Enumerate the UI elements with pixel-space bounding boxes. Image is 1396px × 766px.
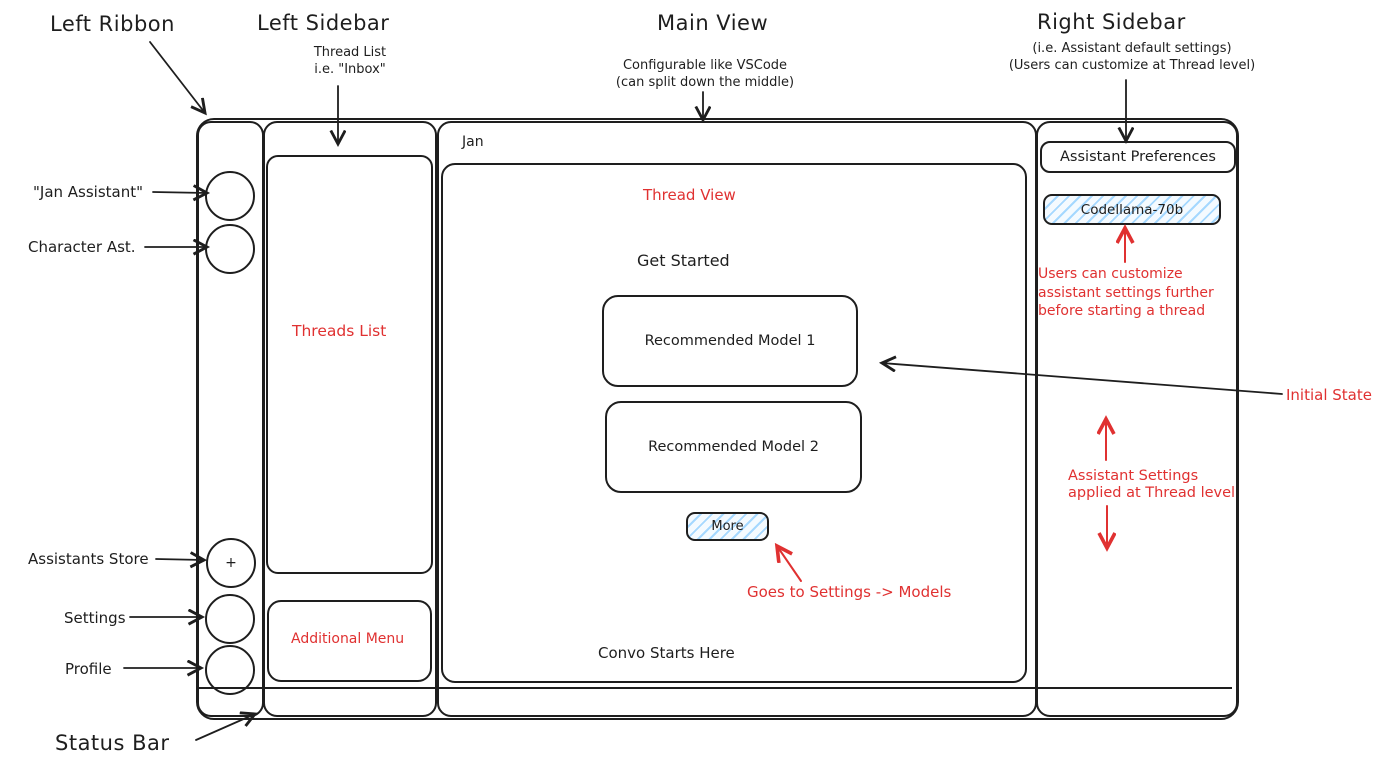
annotation-thread-list-line2: i.e. "Inbox" — [314, 62, 386, 77]
annotation-left-ribbon: Left Ribbon — [50, 12, 175, 36]
additional-menu-label: Additional Menu — [291, 631, 405, 647]
threads-list-box — [266, 155, 433, 574]
annotation-main-view-sub — [555, 57, 855, 91]
note-customize-line2: assistant settings further — [1038, 284, 1214, 301]
note-thread-level — [1068, 468, 1235, 501]
more-button — [686, 512, 769, 541]
character-assistant-avatar — [205, 224, 255, 274]
annotation-right-sidebar: Right Sidebar — [1037, 10, 1186, 34]
get-started-label: Get Started — [637, 251, 730, 270]
annotation-right-sidebar-line2: (Users can customize at Thread level) — [1008, 58, 1256, 73]
settings-button — [205, 594, 255, 644]
note-goes-to-settings: Goes to Settings -> Models — [747, 583, 952, 601]
convo-starts-here-label: Convo Starts Here — [598, 644, 735, 662]
assistants-store-button — [206, 538, 256, 588]
label-jan-assistant: "Jan Assistant" — [33, 183, 144, 201]
status-bar-line — [198, 687, 1232, 689]
codellama-chip-label: Codellama-70b — [1080, 201, 1184, 218]
thread-view-label: Thread View — [643, 186, 736, 204]
more-button-label: More — [711, 519, 744, 534]
recommended-model-1-label: Recommended Model 1 — [644, 333, 816, 349]
note-thread-level-line1: Assistant Settings — [1068, 468, 1199, 484]
note-customize-line3: before starting a thread — [1038, 303, 1206, 319]
annotation-main-view-line2: (can split down the middle) — [615, 75, 795, 90]
recommended-model-2-label: Recommended Model 2 — [648, 439, 819, 455]
annotation-right-sidebar-sub — [962, 40, 1302, 74]
note-thread-level-line2: applied at Thread level — [1068, 484, 1236, 501]
assistant-preferences-header — [1040, 141, 1236, 173]
annotation-left-sidebar-sub — [270, 44, 430, 78]
assistant-preferences-label: Assistant Preferences — [1060, 149, 1216, 165]
arrow-left-ribbon — [150, 42, 205, 113]
threads-list-label: Threads List — [292, 322, 387, 340]
annotation-main-view: Main View — [657, 11, 769, 35]
label-assistants-store: Assistants Store — [28, 550, 149, 568]
annotation-thread-list-line1: Thread List — [313, 45, 387, 60]
label-settings: Settings — [64, 609, 126, 627]
jan-assistant-avatar — [205, 171, 255, 221]
annotation-right-sidebar-line1: (i.e. Assistant default settings) — [1032, 41, 1232, 56]
note-customize — [1038, 265, 1214, 321]
plus-icon: + — [225, 555, 237, 571]
recommended-model-1-card — [602, 295, 858, 387]
main-view-title: Jan — [462, 134, 484, 150]
annotation-main-view-line1: Configurable like VSCode — [622, 58, 788, 73]
annotation-left-sidebar: Left Sidebar — [257, 11, 390, 35]
label-status-bar: Status Bar — [55, 731, 170, 755]
label-profile: Profile — [65, 660, 112, 678]
recommended-model-2-card — [605, 401, 862, 493]
note-customize-line1: Users can customize — [1038, 266, 1183, 282]
codellama-chip — [1043, 194, 1221, 225]
note-initial-state: Initial State — [1286, 386, 1372, 404]
label-character-ast: Character Ast. — [28, 238, 136, 256]
